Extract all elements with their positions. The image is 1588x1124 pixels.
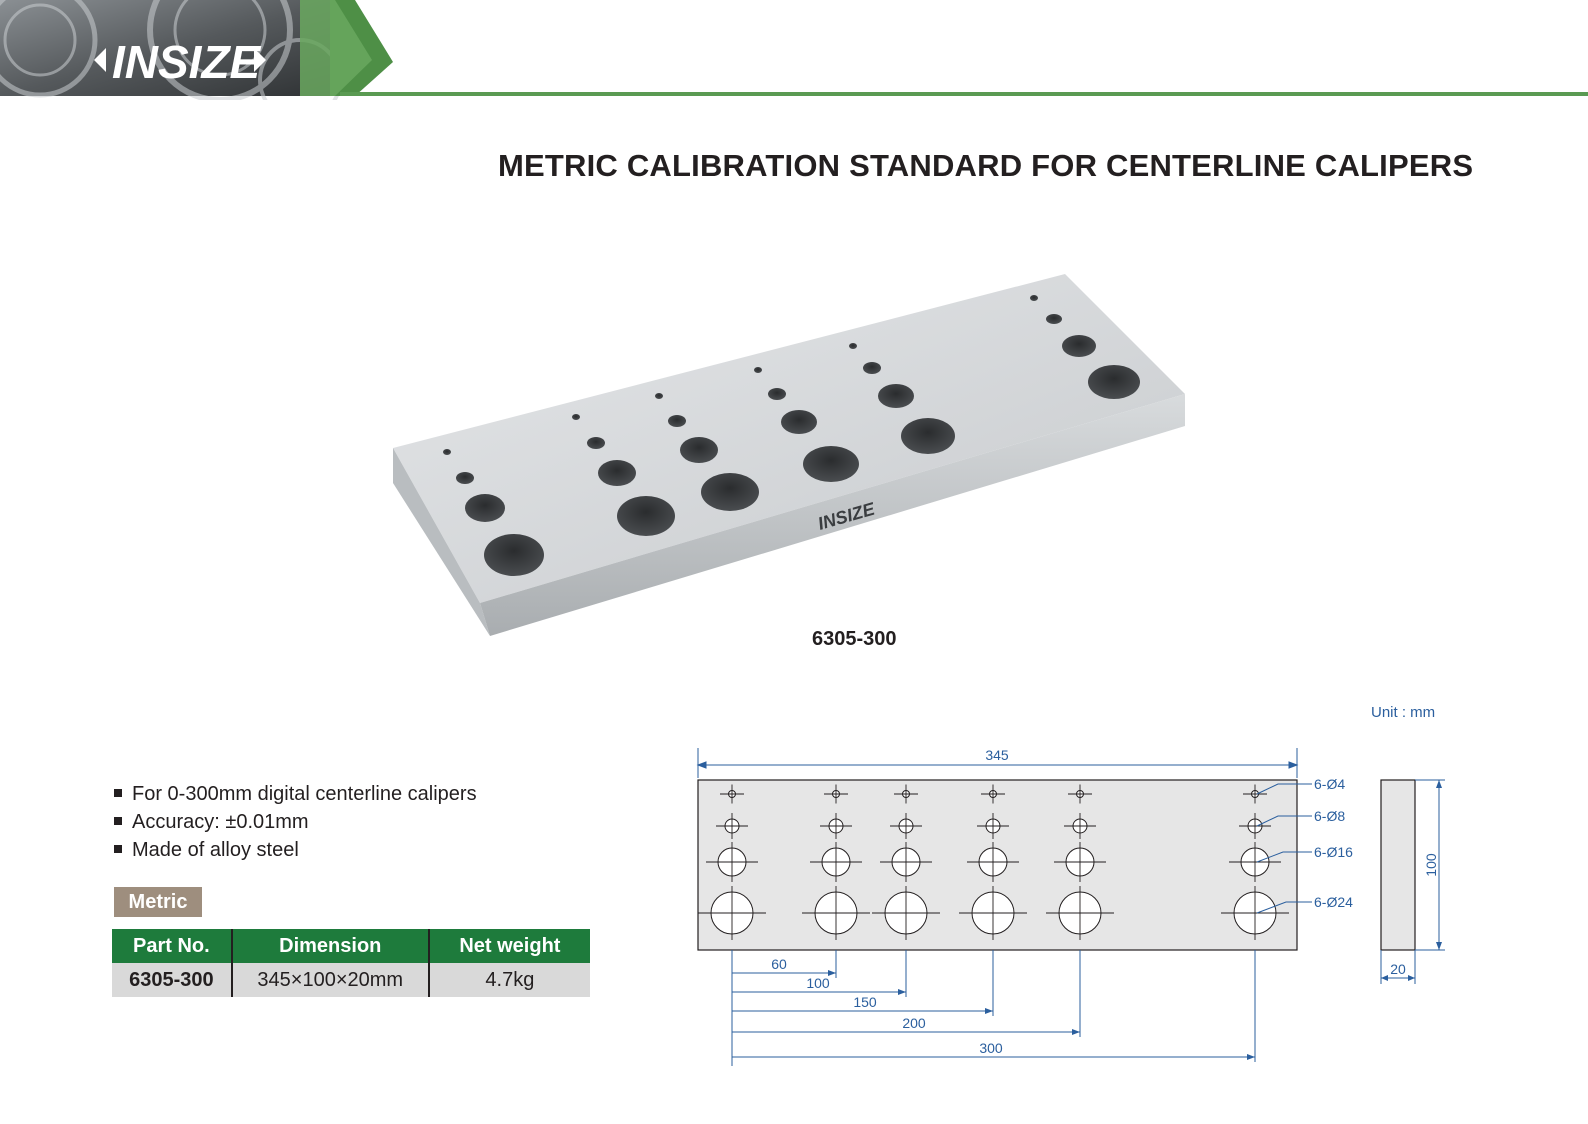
- product-photo: [280, 258, 1220, 658]
- model-caption: 6305-300: [812, 628, 897, 650]
- dim-spacing-300: 300: [979, 1040, 1003, 1056]
- feature-list: [114, 780, 477, 864]
- insize-logo-icon: [94, 36, 266, 88]
- feature-item: Made of alloy steel: [114, 836, 477, 864]
- feature-item: For 0-300mm digital centerline calipers: [114, 780, 477, 808]
- drawing-side-view: [1381, 780, 1415, 950]
- dim-spacing-60: 60: [771, 956, 787, 972]
- table-cell: 345×100×20mm: [232, 963, 429, 997]
- page-title: METRIC CALIBRATION STANDARD FOR CENTERLINE CALIPERS: [498, 148, 1474, 183]
- table-cell: 4.7kg: [429, 963, 590, 997]
- plate-engraving: INSIZE: [815, 498, 877, 534]
- metric-badge: Metric: [114, 887, 202, 917]
- dim-spacing-200: 200: [902, 1015, 926, 1031]
- table-header-cell: Net weight: [429, 929, 590, 963]
- callout-16: 6-Ø16: [1314, 844, 1353, 860]
- unit-label: Unit : mm: [1371, 704, 1436, 721]
- spec-table: [112, 929, 590, 997]
- table-header-cell: Dimension: [232, 929, 429, 963]
- table-cell: 6305-300: [112, 963, 232, 997]
- callout-8: 6-Ø8: [1314, 808, 1346, 824]
- dim-spacing-100: 100: [806, 975, 830, 991]
- bullet-square-icon: [114, 789, 122, 797]
- table-row: [112, 963, 590, 997]
- dim-spacing-150: 150: [853, 994, 877, 1010]
- dim-thickness: 20: [1390, 961, 1406, 977]
- bullet-square-icon: [114, 817, 122, 825]
- callout-4: 6-Ø4: [1314, 776, 1346, 792]
- table-header-row: [112, 929, 590, 963]
- dim-overall-length: 345: [985, 747, 1009, 763]
- feature-item: Accuracy: ±0.01mm: [114, 808, 477, 836]
- technical-drawing: [680, 735, 1480, 1085]
- dim-height: 100: [1423, 853, 1439, 877]
- table-header-cell: Part No.: [112, 929, 232, 963]
- bullet-square-icon: [114, 845, 122, 853]
- callout-24: 6-Ø24: [1314, 894, 1353, 910]
- header-banner: [0, 0, 1588, 100]
- logo-text: INSIZE: [112, 36, 261, 88]
